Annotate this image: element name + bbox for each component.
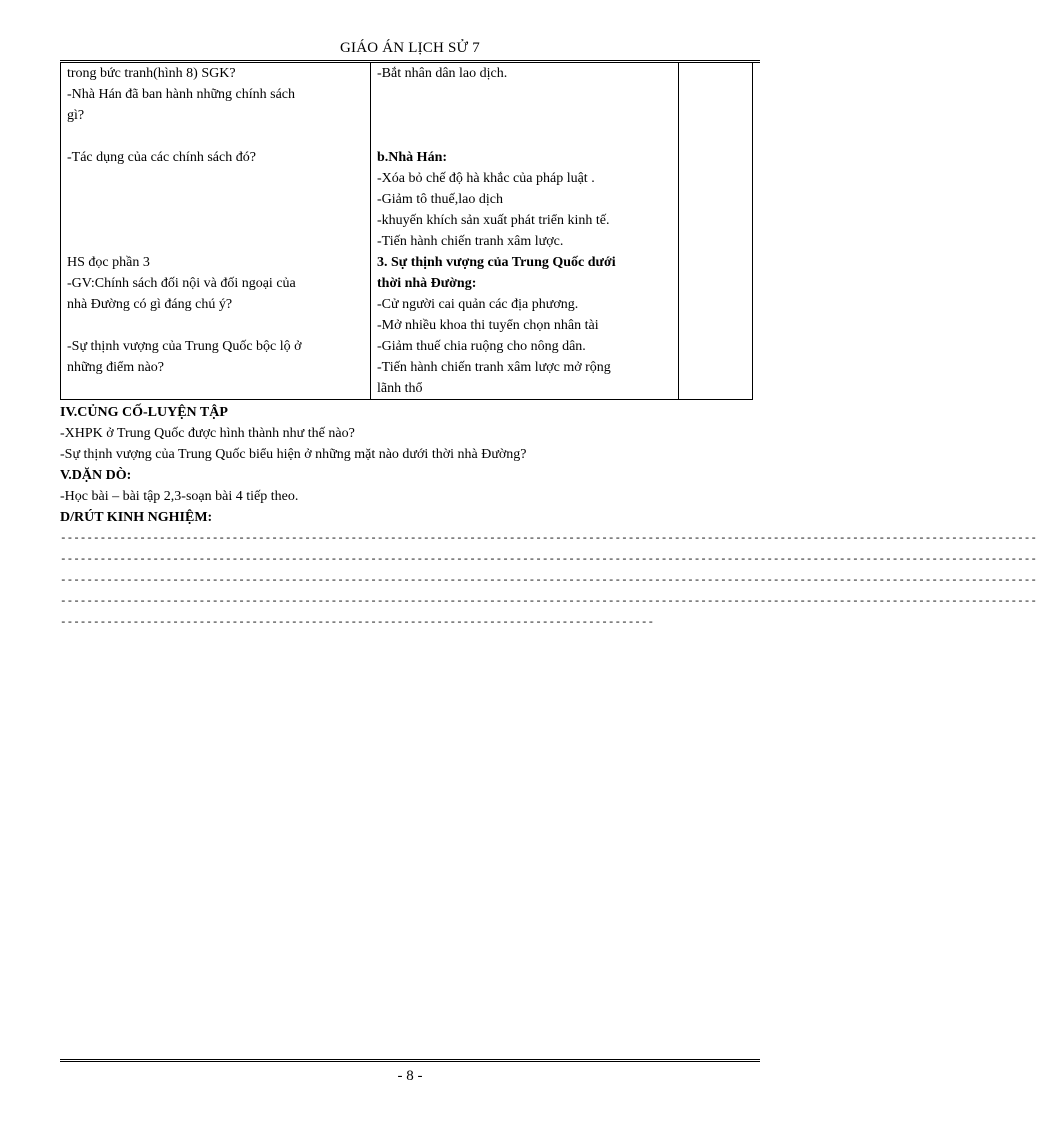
left-line: -GV:Chính sách đối nội và đối ngoại của <box>67 276 296 291</box>
left-line: trong bức tranh(hình 8) SGK? <box>67 66 236 81</box>
consolidation-question: -XHPK ở Trung Quốc được hình thành như thế nào? <box>60 426 355 441</box>
right-line: -Mở nhiều khoa thi tuyển chọn nhân tài <box>377 318 599 333</box>
spacer <box>67 315 364 336</box>
subheading-tang-prosperity: 3. Sự thịnh vượng của Trung Quốc dưới <box>377 255 616 270</box>
consolidation-question: -Sự thịnh vượng của Trung Quốc biểu hiện ở những mặt nào dưới thời nhà Đường? <box>60 447 527 462</box>
dash-line: ---------------------------------------------------------------------------------------------------------------------------------------------------- <box>60 554 1037 566</box>
spacer <box>67 189 364 210</box>
dash-line: ---------------------------------------------------------------------------------------------------------------------------------------------------- <box>60 533 1037 545</box>
footer-rule-double <box>60 1061 760 1062</box>
homework-heading: V.DẶN DÒ: <box>60 468 132 483</box>
spacer <box>67 126 364 147</box>
left-line: -Tác dụng của các chính sách đó? <box>67 150 256 165</box>
dash-line: ---------------------------------------------------------------------------------------------------------------------------------------------------- <box>60 596 1037 608</box>
footer-rule <box>60 1059 760 1060</box>
left-line: những điểm nào? <box>67 360 165 375</box>
right-line: -Giảm tô thuế,lao dịch <box>377 192 503 207</box>
header-rule <box>60 60 760 61</box>
homework-section <box>60 465 760 507</box>
spacer <box>377 105 672 126</box>
dash-line: ------------------------------------------------------------------------------------------ <box>60 617 655 629</box>
spacer <box>67 231 364 252</box>
right-line: -Xóa bỏ chế độ hà khắc của pháp luật . <box>377 171 595 186</box>
review-dash-lines <box>60 529 1037 634</box>
right-line: -Tiến hành chiến tranh xâm lược mở rộng <box>377 360 611 375</box>
consolidation-section <box>60 402 760 465</box>
left-line: -Nhà Hán đã ban hành những chính sách <box>67 87 296 102</box>
spacer <box>67 378 364 399</box>
dash-line: ---------------------------------------------------------------------------------------------------------------------------------------------------- <box>60 575 1037 587</box>
left-line: gì? <box>67 108 85 123</box>
spacer <box>377 84 672 105</box>
notes-cell <box>679 63 753 400</box>
spacer <box>67 210 364 231</box>
review-section <box>60 507 760 528</box>
left-line: HS đọc phần 3 <box>67 255 150 270</box>
subheading-tang-prosperity-cont: thời nhà Đường: <box>377 276 477 291</box>
right-line: lãnh thổ <box>377 381 423 396</box>
consolidation-heading: IV.CỦNG CỐ-LUYỆN TẬP <box>60 405 228 420</box>
lesson-table <box>60 62 753 400</box>
right-line: -Bắt nhân dân lao dịch. <box>377 66 508 81</box>
right-line: -khuyến khích sản xuất phát triển kinh tế. <box>377 213 610 228</box>
page-number: - 8 - <box>397 1068 423 1084</box>
table-row <box>61 63 753 400</box>
content-cell <box>371 63 679 400</box>
left-line: nhà Đường có gì đáng chú ý? <box>67 297 233 312</box>
homework-text: -Học bài – bài tập 2,3-soạn bài 4 tiếp theo. <box>60 489 299 504</box>
spacer <box>67 168 364 189</box>
page-header-title: GIÁO ÁN LỊCH SỬ 7 <box>339 40 481 56</box>
teacher-activity-cell <box>61 63 371 400</box>
right-line: -Giảm thuế chia ruộng cho nông dân. <box>377 339 586 354</box>
review-heading: D/RÚT KINH NGHIỆM: <box>60 510 213 525</box>
right-line: -Cử người cai quản các địa phương. <box>377 297 579 312</box>
subheading-nha-han: b.Nhà Hán: <box>377 150 448 165</box>
right-line: -Tiến hành chiến tranh xâm lược. <box>377 234 564 249</box>
spacer <box>377 126 672 147</box>
left-line: -Sự thịnh vượng của Trung Quốc bộc lộ ở <box>67 339 302 354</box>
